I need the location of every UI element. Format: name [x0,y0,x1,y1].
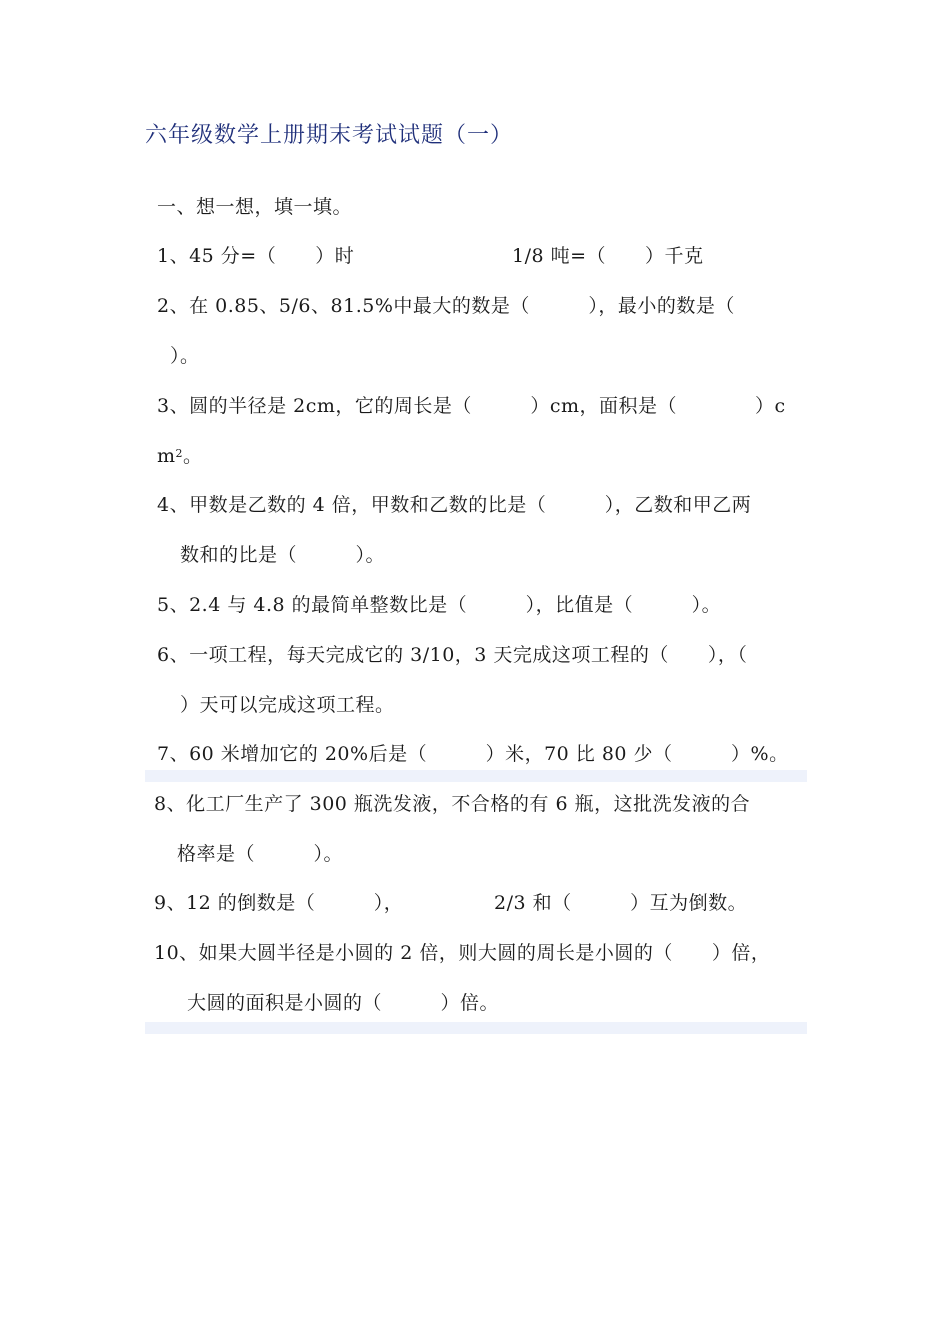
question-1-part-b: 1/8 吨=（ ）千克 [512,245,704,267]
question-3-line-2 [157,442,203,470]
question-2-line-1: 2、在 0.85、5/6、81.5%中最大的数是（ ），最小的数是（ [157,295,735,317]
question-10-line-1: 10、如果大圆半径是小圆的 2 倍，则大圆的周长是小圆的（ ）倍， [154,942,771,964]
question-8-line-1: 8、化工厂生产了 300 瓶洗发液，不合格的有 6 瓶，这批洗发液的合 [154,793,751,815]
question-8-line-2: 格率是（ ）。 [177,843,344,865]
page-title: 六年级数学上册期末考试试题（一） [145,123,514,148]
unit-exponent: 2 [175,447,184,460]
question-9-part-a: 9、12 的倒数是（ ）， [154,892,404,914]
question-10-line-2: 大圆的面积是小圆的（ ）倍。 [187,992,500,1014]
highlight-band [145,770,807,782]
question-3-line-1: 3、圆的半径是 2cm，它的周长是（ ）cm，面积是（ ）c [157,395,786,417]
question-4-line-1: 4、甲数是乙数的 4 倍，甲数和乙数的比是（ ），乙数和甲乙两 [157,494,752,516]
section-heading: 一、想一想，填一填。 [157,196,353,218]
question-9-part-b: 2/3 和（ ）互为倒数。 [494,892,748,914]
question-4-line-2: 数和的比是（ ）。 [180,544,386,566]
unit-base: m [157,445,176,467]
question-5: 5、2.4 与 4.8 的最简单整数比是（ ），比值是（ ）。 [157,594,722,616]
question-6-line-2: ）天可以完成这项工程。 [180,694,395,716]
highlight-band [145,1022,807,1034]
question-2-line-2: ）。 [170,345,200,367]
line-end: 。 [183,445,203,467]
question-1-part-a: 1、45 分=（ ）时 [157,245,355,267]
question-6-line-1: 6、一项工程，每天完成它的 3/10，3 天完成这项工程的（ ），（ [157,644,748,666]
question-7: 7、60 米增加它的 20%后是（ ）米，70 比 80 少（ ）%。 [157,743,789,765]
